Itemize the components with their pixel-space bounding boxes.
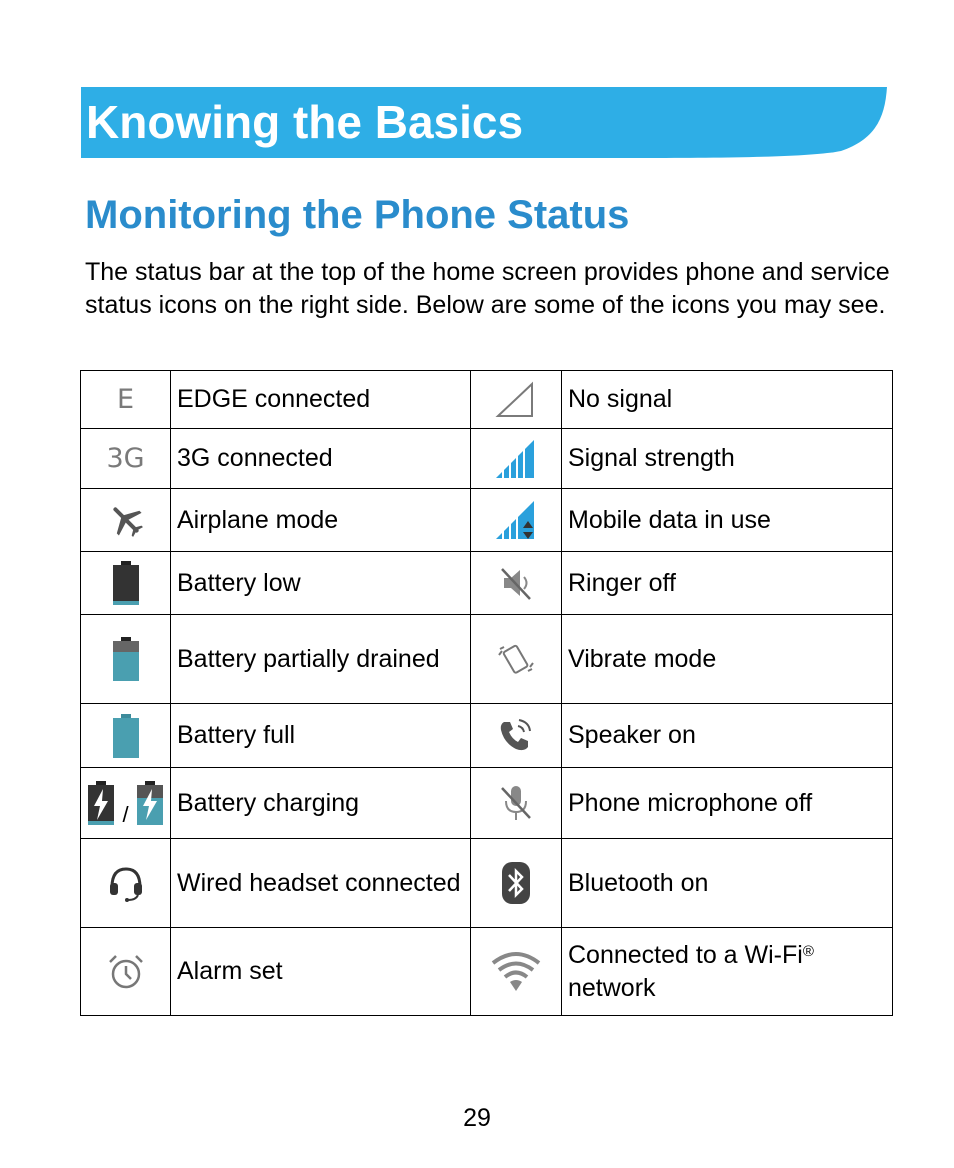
section-title: Monitoring the Phone Status bbox=[85, 193, 630, 237]
page-number: 29 bbox=[463, 1104, 491, 1132]
intro-paragraph: The status bar at the top of the home screen provides phone and service status icons on the right side. Below are some of the icons you may see. bbox=[85, 258, 890, 319]
table-row bbox=[81, 704, 893, 768]
chapter-title: Knowing the Basics bbox=[86, 96, 524, 148]
table-row bbox=[81, 768, 893, 839]
status-label: Vibrate mode bbox=[562, 615, 893, 704]
status-label: Airplane mode bbox=[171, 489, 471, 552]
icon-cell bbox=[471, 615, 562, 704]
status-label: Speaker on bbox=[562, 704, 893, 768]
icon-cell bbox=[471, 552, 562, 615]
table-row bbox=[81, 371, 893, 429]
status-label-cont: network bbox=[568, 973, 656, 1002]
status-label: Ringer off bbox=[562, 552, 893, 615]
status-label: Phone microphone off bbox=[562, 768, 893, 839]
icon-cell bbox=[81, 928, 171, 1016]
table-row bbox=[81, 928, 893, 1016]
icon-cell bbox=[471, 704, 562, 768]
icon-cell bbox=[81, 768, 171, 839]
icon-cell bbox=[471, 839, 562, 928]
icon-cell bbox=[81, 704, 171, 768]
icon-cell bbox=[81, 839, 171, 928]
status-label: Battery charging bbox=[171, 768, 471, 839]
icon-cell bbox=[81, 489, 171, 552]
icon-cell bbox=[471, 489, 562, 552]
battery-charging-group bbox=[81, 780, 170, 826]
edge-icon: E bbox=[116, 383, 135, 415]
battery-full-icon bbox=[111, 713, 141, 759]
table-row bbox=[81, 429, 893, 489]
status-label: Alarm set bbox=[171, 928, 471, 1016]
icon-cell bbox=[471, 928, 562, 1016]
icon-cell bbox=[81, 552, 171, 615]
icon-cell bbox=[81, 615, 171, 704]
battery-charging-icon bbox=[86, 780, 116, 826]
speaker-icon bbox=[496, 716, 536, 756]
ringer-off-icon bbox=[496, 563, 536, 603]
vibrate-icon bbox=[496, 639, 536, 679]
status-label: Bluetooth on bbox=[562, 839, 893, 928]
table-row bbox=[81, 489, 893, 552]
wifi-label-cell bbox=[562, 928, 893, 1016]
icon-cell bbox=[81, 429, 171, 489]
icon-cell bbox=[471, 371, 562, 429]
signal-strength-icon bbox=[494, 438, 538, 480]
status-label: Battery partially drained bbox=[171, 615, 471, 704]
table-row bbox=[81, 552, 893, 615]
no-signal-icon bbox=[494, 380, 538, 420]
table-row bbox=[81, 839, 893, 928]
status-label: No signal bbox=[562, 371, 893, 429]
icon-cell bbox=[471, 768, 562, 839]
status-label: Mobile data in use bbox=[562, 489, 893, 552]
airplane-icon bbox=[106, 500, 146, 540]
status-label: Battery low bbox=[171, 552, 471, 615]
3g-icon: 3G bbox=[106, 442, 145, 474]
icon-cell bbox=[471, 429, 562, 489]
mic-off-icon bbox=[496, 782, 536, 824]
icon-cell bbox=[81, 371, 171, 429]
mobile-data-icon bbox=[494, 499, 538, 541]
registered-mark: ® bbox=[802, 942, 814, 960]
chapter-banner bbox=[81, 87, 887, 159]
battery-low-icon bbox=[111, 560, 141, 606]
status-label: Signal strength bbox=[562, 429, 893, 489]
bluetooth-icon bbox=[499, 860, 533, 906]
status-label: Battery full bbox=[171, 704, 471, 768]
battery-charging-partial-icon bbox=[135, 780, 165, 826]
status-label: Connected to a Wi-Fi bbox=[568, 940, 803, 969]
alarm-icon bbox=[106, 952, 146, 992]
headset-icon bbox=[106, 863, 146, 903]
status-label: 3G connected bbox=[171, 429, 471, 489]
status-label: EDGE connected bbox=[171, 371, 471, 429]
wifi-icon bbox=[491, 951, 541, 993]
separator: / bbox=[122, 802, 129, 827]
battery-partial-icon bbox=[111, 636, 141, 682]
status-label: Wired headset connected bbox=[171, 839, 471, 928]
table-row bbox=[81, 615, 893, 704]
status-icons-table bbox=[80, 370, 893, 1016]
